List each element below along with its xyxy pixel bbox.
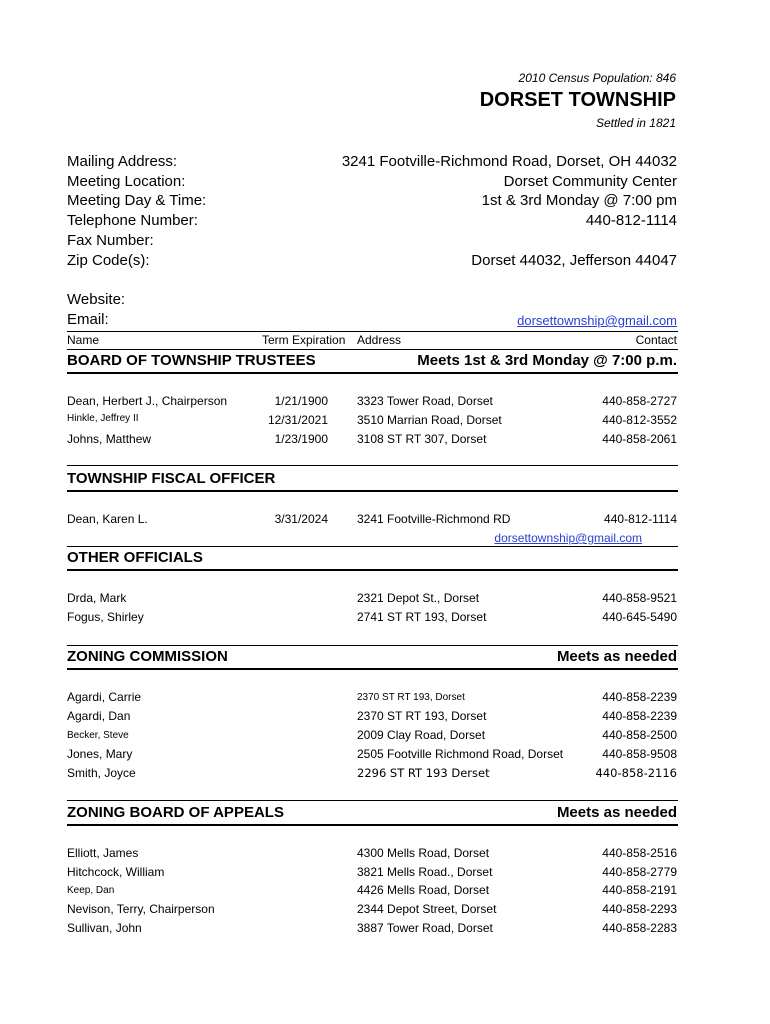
member-phone: 440-858-2516 bbox=[602, 846, 677, 860]
member-name: Hinkle, Jeffrey II bbox=[67, 413, 139, 424]
divider bbox=[67, 645, 678, 646]
member-name: Drda, Mark bbox=[67, 591, 127, 605]
table-row bbox=[0, 846, 770, 864]
member-name: Hitchcock, William bbox=[67, 865, 165, 879]
census-population: 2010 Census Population: 846 bbox=[518, 71, 676, 85]
member-address: 3108 ST RT 307, Dorset bbox=[357, 432, 487, 446]
member-phone: 440-858-2116 bbox=[595, 766, 677, 780]
member-phone: 440-858-9521 bbox=[602, 591, 677, 605]
member-name: Keep, Dan bbox=[67, 885, 115, 896]
meeting-time-value: 1st & 3rd Monday @ 7:00 pm bbox=[481, 192, 677, 209]
meeting-location-label: Meeting Location: bbox=[67, 173, 186, 190]
member-address: 3241 Footville-Richmond RD bbox=[357, 512, 511, 526]
fiscal-email-link[interactable]: dorsettownship@gmail.com bbox=[494, 531, 642, 545]
member-name: Sullivan, John bbox=[67, 921, 142, 935]
zip-codes-label: Zip Code(s): bbox=[67, 252, 150, 269]
fax-label: Fax Number: bbox=[67, 232, 154, 249]
term-expiration: 1/23/1900 bbox=[274, 432, 328, 446]
table-row bbox=[0, 883, 770, 901]
member-name: Johns, Matthew bbox=[67, 432, 152, 446]
section-title-zoning: ZONING COMMISSION bbox=[67, 648, 228, 665]
settled-date: Settled in 1821 bbox=[595, 116, 676, 130]
website-label: Website: bbox=[67, 291, 126, 308]
appeals-meeting-info: Meets as needed bbox=[556, 804, 677, 821]
member-address: 3323 Tower Road, Dorset bbox=[357, 394, 493, 408]
member-phone: 440-858-9508 bbox=[602, 747, 677, 761]
member-address: 2370 ST RT 193, Dorset bbox=[357, 709, 487, 723]
divider bbox=[67, 569, 678, 571]
zip-codes-value: Dorset 44032, Jefferson 44047 bbox=[471, 252, 677, 269]
member-address: 3821 Mells Road., Dorset bbox=[357, 865, 493, 879]
member-phone: 440-812-3552 bbox=[602, 413, 677, 427]
divider bbox=[67, 546, 678, 547]
term-expiration: 3/31/2024 bbox=[274, 512, 328, 526]
member-phone: 440-858-2500 bbox=[602, 728, 677, 742]
email-link[interactable]: dorsettownship@gmail.com bbox=[517, 313, 677, 328]
table-row bbox=[0, 709, 770, 727]
table-row bbox=[0, 610, 770, 628]
member-phone: 440-812-1114 bbox=[604, 512, 677, 526]
table-row bbox=[0, 591, 770, 609]
member-name: Fogus, Shirley bbox=[67, 610, 144, 624]
section-title-appeals: ZONING BOARD OF APPEALS bbox=[67, 804, 284, 821]
member-address: 2344 Depot Street, Dorset bbox=[357, 902, 497, 916]
member-phone: 440-858-2779 bbox=[602, 865, 677, 879]
member-phone: 440-858-2293 bbox=[602, 902, 677, 916]
member-address: 3887 Tower Road, Dorset bbox=[357, 921, 493, 935]
mailing-address-label: Mailing Address: bbox=[67, 153, 178, 170]
table-row bbox=[0, 413, 770, 431]
section-title-other: OTHER OFFICIALS bbox=[67, 549, 203, 566]
column-term: Term Expiration bbox=[262, 333, 346, 347]
divider bbox=[67, 372, 678, 374]
member-address: 2505 Footville Richmond Road, Dorset bbox=[357, 747, 564, 761]
divider bbox=[67, 490, 678, 492]
meeting-location-value: Dorset Community Center bbox=[503, 173, 677, 190]
member-name: Agardi, Carrie bbox=[67, 690, 142, 704]
divider bbox=[67, 668, 678, 670]
member-name: Nevison, Terry, Chairperson bbox=[67, 902, 215, 916]
member-name: Dean, Herbert J., Chairperson bbox=[67, 394, 228, 408]
member-name: Smith, Joyce bbox=[67, 766, 136, 780]
member-name: Jones, Mary bbox=[67, 747, 133, 761]
table-row bbox=[0, 766, 770, 784]
table-row bbox=[0, 690, 770, 708]
column-address: Address bbox=[357, 333, 402, 347]
page-title: DORSET TOWNSHIP bbox=[479, 89, 676, 111]
table-row bbox=[0, 902, 770, 920]
divider bbox=[67, 465, 678, 466]
member-phone: 440-858-2239 bbox=[602, 690, 677, 704]
member-name: Becker, Steve bbox=[67, 730, 129, 741]
member-name: Dean, Karen L. bbox=[67, 512, 148, 526]
table-row bbox=[0, 865, 770, 883]
term-expiration: 12/31/2021 bbox=[267, 413, 328, 427]
member-address: 4426 Mells Road, Dorset bbox=[357, 883, 490, 897]
member-name: Agardi, Dan bbox=[67, 709, 131, 723]
section-title-trustees: BOARD OF TOWNSHIP TRUSTEES bbox=[67, 352, 316, 369]
divider bbox=[67, 349, 678, 350]
member-phone: 440-858-2727 bbox=[602, 394, 677, 408]
term-expiration: 1/21/1900 bbox=[274, 394, 328, 408]
member-address: 2009 Clay Road, Dorset bbox=[357, 728, 486, 742]
divider bbox=[67, 800, 678, 801]
member-phone: 440-858-2061 bbox=[602, 432, 677, 446]
email-label: Email: bbox=[67, 311, 109, 328]
column-contact: Contact bbox=[635, 333, 677, 347]
section-title-fiscal: TOWNSHIP FISCAL OFFICER bbox=[67, 470, 276, 487]
mailing-address-value: 3241 Footville-Richmond Road, Dorset, OH 44032 bbox=[341, 153, 677, 170]
member-phone: 440-858-2239 bbox=[602, 709, 677, 723]
zoning-meeting-info: Meets as needed bbox=[556, 648, 677, 665]
table-row bbox=[0, 432, 770, 450]
table-row bbox=[0, 747, 770, 765]
telephone-label: Telephone Number: bbox=[67, 212, 198, 229]
member-address: 2321 Depot St., Dorset bbox=[357, 591, 480, 605]
table-row bbox=[0, 394, 770, 412]
divider bbox=[67, 331, 678, 332]
member-address: 2741 ST RT 193, Dorset bbox=[357, 610, 487, 624]
table-row bbox=[0, 921, 770, 939]
divider bbox=[67, 824, 678, 826]
member-phone: 440-858-2283 bbox=[602, 921, 677, 935]
member-phone: 440-858-2191 bbox=[602, 883, 677, 897]
member-name: Elliott, James bbox=[67, 846, 139, 860]
member-address: 4300 Mells Road, Dorset bbox=[357, 846, 490, 860]
member-address: 3510 Marrian Road, Dorset bbox=[357, 413, 502, 427]
trustees-meeting-info: Meets 1st & 3rd Monday @ 7:00 p.m. bbox=[417, 352, 677, 369]
telephone-value: 440-812-1114 bbox=[585, 212, 677, 229]
member-phone: 440-645-5490 bbox=[602, 610, 677, 624]
table-row bbox=[0, 512, 770, 530]
member-address: 2370 ST RT 193, Dorset bbox=[357, 692, 465, 703]
table-row bbox=[0, 728, 770, 746]
meeting-time-label: Meeting Day & Time: bbox=[67, 192, 207, 209]
column-name: Name bbox=[67, 333, 100, 347]
member-address: 2296 ST RT 193 Derset bbox=[357, 766, 490, 780]
